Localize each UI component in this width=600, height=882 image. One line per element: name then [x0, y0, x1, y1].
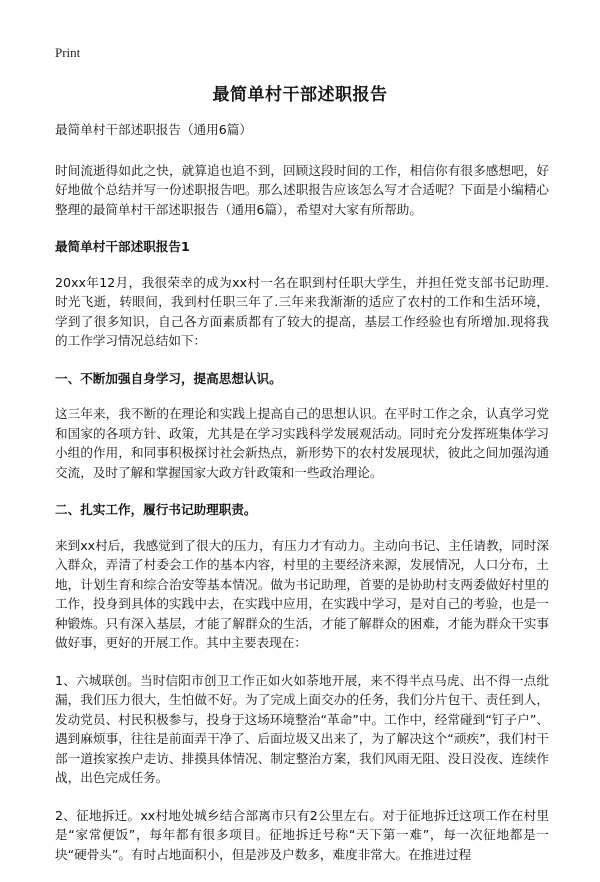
study-paragraph: 这三年来，我不断的在理论和实践上提高自己的思想认识。在平时工作之余，认真学习党和国家的各项方针、政策，尤其是在学习实践科学发展观活动。同时充分发挥班集体学习小组的作用，和同事积极探讨社会新热点，新形势下的农村发展现状，彼此之间加强沟通交流，及时了解和掌握国家大政方针政策和一些政治理论。: [55, 406, 549, 480]
section1-paragraph: 20xx年12月，我很荣幸的成为xx村一名在职到村任职大学生，并担任党支部书记助理.时光飞逝，转眼间，我到村任职三年了.三年来我渐渐的适应了农村的工作和生活环境，学到了很多知识，自己各方面素质都有了较大的提高，基层工作经验也有所增加.现将我的工作学习情况总结如下：: [55, 274, 549, 348]
section-heading: 最简单村干部述职报告1: [55, 239, 190, 254]
document-title: 最简单村干部述职报告: [212, 85, 388, 105]
print-link[interactable]: Print: [55, 45, 81, 60]
subheading-study: 一、不断加强自身学习，提高思想认识。: [55, 370, 282, 386]
document-body: [55, 120, 549, 882]
item2-paragraph: 2、征地拆迁。xx村地处城乡结合部离市只有2公里左右。对于征地拆迁这项工作在村里是“家常便饭”，每年都有很多项目。征地拆迁号称“天下第一难”，每一次征地都是一块“硬骨头”。有时占地面积小，但是涉及户数多，难度非常大。在推进过程: [55, 807, 549, 862]
document-subtitle: 最简单村干部述职报告（通用6篇）: [55, 122, 252, 137]
duties-paragraph: 来到xx村后，我感觉到了很大的压力，有压力才有动力。主动向书记、主任请教，同时深入群众，弄清了村委会工作的基本内容，村里的主要经济来源，发展情况，人口分布，土地，计划生育和综合治安等基本情况。做为书记助理，首要的是协助村支两委做好村里的工作，投身到具体的实践中去，在实践中应用，在实践中学习，是对自己的考验，也是一种锻炼。只有深入基层，才能了解群众的生活，才能了解群众的困难，才能为群众干实事做好事，更好的开展工作。其中主要表现在：: [55, 537, 549, 650]
subheading-duties: 二、扎实工作，履行书记助理职责。: [55, 502, 257, 517]
item1-paragraph: 1、六城联创。当时信阳市创卫工作正如火如荼地开展，来不得半点马虎、出不得一点纰漏，我们压力很大，生怕做不好。为了完成上面交办的任务，我们分片包干、责任到人，发动党员、村民积极参与，投身于这场环境整治“革命”中。工作中，经常碰到“钉子户”、遇到麻烦事，往往是前面弄干净了、后面垃圾又出来了，为了解决这个“顽疾”，我们村干部一道挨家挨户走访、排摸具体情况、制定整治方案，我们风雨无阻、没日没夜、连续作战，出色完成任务。: [55, 672, 549, 785]
intro-paragraph: 时间流逝得如此之快，就算追也追不到，回顾这段时间的工作，相信你有很多感想吧，好好地做个总结并写一份述职报告吧。那么述职报告应该怎么写才合适呢？下面是小编精心整理的最简单村干部述职报告（通用6篇），希望对大家有所帮助。: [55, 162, 549, 217]
